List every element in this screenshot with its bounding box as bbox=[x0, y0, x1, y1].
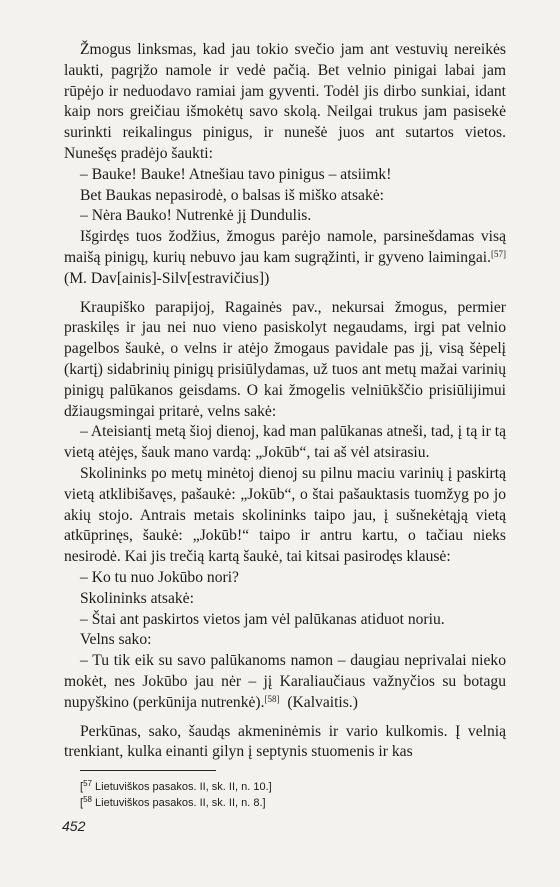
paragraph: Išgirdęs tuos žodžius, žmogus parėjo namole, parsinešdamas visą maišą pinigų, kurių nebuvo jau kam sugrąžinti, ir gyveno laimingai.[57] (M. Dav[ainis]-Silv[estravičius]) bbox=[64, 228, 514, 287]
paragraph: Žmogus linksmas, kad jau tokio svečio jam ant vestuvių nereikės laukti, pagrįžo namole ir vedė pačią. Bet velnio pinigai labai jam rūpėjo ir neduodavo ramiai jam gyventi. Todėl jis dirbo sunkiai, idant kaip nors greičiau išmokėtų savo skolą. Neilgai trukus jam pasisekė surinkti reikalingus pinigus, ir nunešė juos ant sutartos vietos. Nunešęs pradėjo šaukti: bbox=[64, 41, 506, 162]
paragraph: Perkūnas, sako, šaudąs akmeninėmis ir vario kulkomis. Į velnią trenkiant, kulka einanti gilyn į septynis stuomenis ir kas bbox=[64, 722, 506, 761]
paragraph: Skolininks po metų minėtoj dienoj su pilnu maciu varinių į paskirtą vietą atklibišavęs, pašaukė: „Jokūb“, o štai pašauktasis tuomžyg po jo akių stojo. Antrais metais skolininks taipo jau, į sušnekėtąją vietą atkūprinęs, šaukė: „Jokūb!“ taipo ir antru kartu, o tačiau nieks nesirodė. Kai jis trečią kartą šaukė, tai kitsai pasirodęs klausė: bbox=[64, 464, 506, 566]
paragraph: – Štai ant paskirtos vietos jam vėl palūkanas atiduot noriu. bbox=[80, 610, 445, 628]
footnote-divider bbox=[80, 770, 216, 771]
footnote-57: [$^{57}$ Lietuviškos pasakos. II, sk. II, n. 10.] bbox=[80, 779, 272, 794]
paragraph: Bet Baukas nepasirodė, o balsas iš miško atsakė: bbox=[80, 186, 385, 204]
footnote-ref-57[interactable]: [57] bbox=[491, 248, 506, 259]
paragraph: Kraupiško parapijoj, Ragainės pav., nekursai žmogus, permier praskilęs ir jau nei nuo vieno pasiskolyt negaudams, irgi pat velnio pagelbos šaukė, o velns ir atėjo žmogaus pavidale pas jį, visą šėpelį (kartį) sidabrinių pinigų prisiūlydamas, už tuos ant metų mažai varinių pinigų palūkanos geisdams. O kai žmogelis velniūkščio prisiūlijimui džiaugsmingai pritarė, velns sakė: bbox=[64, 298, 506, 420]
paragraph: – Bauke! Bauke! Atnešiau tavo pinigus – atsiimk! bbox=[80, 165, 392, 183]
source-citation: (Kalvaitis.) bbox=[279, 693, 358, 711]
body-text bbox=[64, 40, 514, 763]
page-number: 452 bbox=[62, 818, 86, 834]
source-citation: (M. Dav[ainis]-Silv[estravičius]) bbox=[64, 248, 514, 287]
paragraph: Skolininks atsakė: bbox=[80, 589, 194, 607]
footnotes bbox=[64, 779, 506, 811]
paragraph: – Ko tu nuo Jokūbo nori? bbox=[80, 568, 239, 586]
paragraph: Velns sako: bbox=[80, 631, 152, 649]
footnote-ref-58[interactable]: [58] bbox=[264, 693, 280, 704]
paragraph: – Ateisiantį metą šioj dienoj, kad man palūkanas atneši, tad, į tą ir tą vietą atėjęs, šauk mano vardą: „Jokūb“, tai aš vėl atsirasiu. bbox=[64, 423, 506, 462]
paragraph: – Nėra Bauko! Nutrenkė jį Dundulis. bbox=[80, 207, 312, 225]
footnote-58: [$^{58}$ Lietuviškos pasakos. II, sk. II, n. 8.] bbox=[80, 795, 266, 810]
paragraph: – Tu tik eik su savo palūkanoms namon – daugiau neprivalai nieko mokėt, nes Jokūbo jau nėr – jį Karaliaučiaus važnyčios su botagu nupyškino (perkūnija nutrenkė).[58] (Kalvaitis.) bbox=[64, 652, 506, 711]
